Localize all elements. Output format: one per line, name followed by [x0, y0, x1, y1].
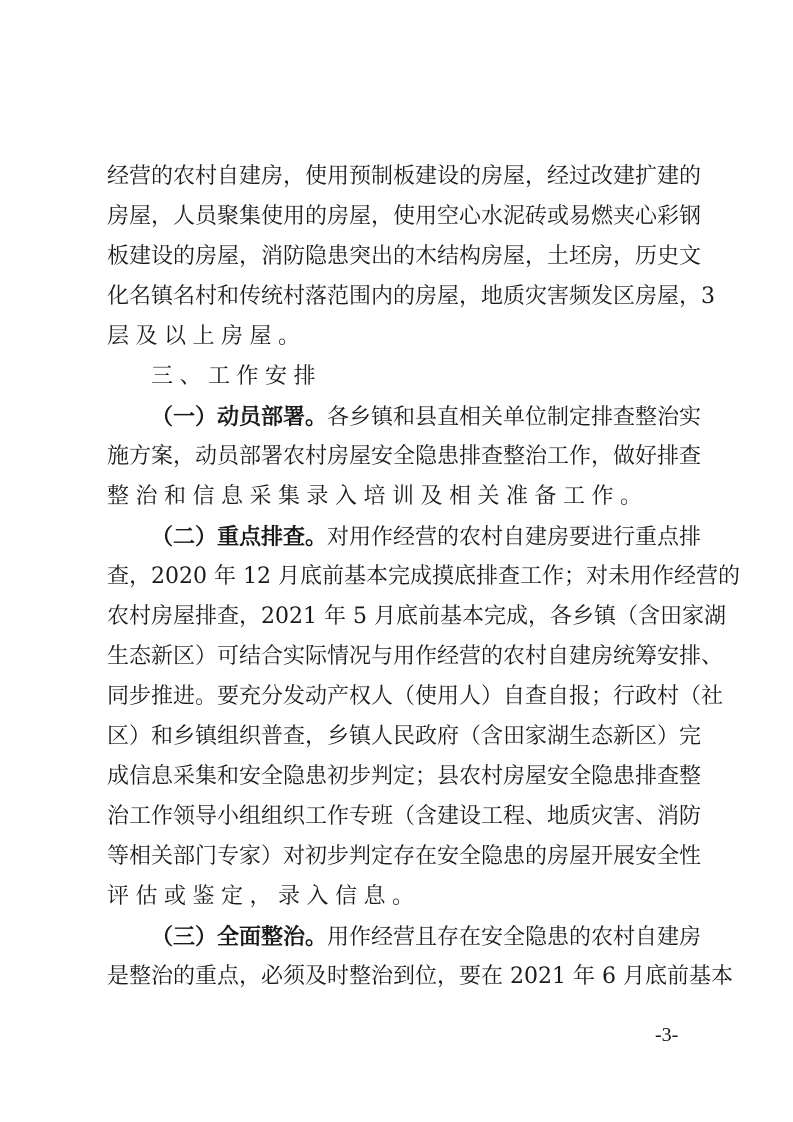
text-line: 评估或鉴定，录入信息。: [107, 884, 421, 909]
text-line: 区）和乡镇组织普查，乡镇人民政府（含田家湖生态新区）完: [107, 724, 702, 749]
subsection-line: [107, 397, 702, 437]
section-heading: 三、工作安排: [151, 364, 323, 389]
document-body: [107, 157, 740, 997]
text-line: 同步推进。要充分发动产权人（使用人）自查自报；行政村（社: [107, 684, 724, 709]
text-span: 用作经营且存在安全隐患的农村自建房: [327, 925, 702, 950]
subsection-line: [107, 917, 702, 957]
text-line: 经营的农村自建房，使用预制板建设的房屋，经过改建扩建的: [107, 164, 702, 189]
text-line: 成信息采集和安全隐患初步判定；县农村房屋安全隐患排查整: [107, 764, 702, 789]
text-line: 等相关部门专家）对初步判定存在安全隐患的房屋开展安全性: [107, 844, 702, 869]
text-span: 对用作经营的农村自建房要进行重点排: [327, 525, 702, 550]
text-span: 各乡镇和县直相关单位制定排查整治实: [327, 405, 702, 430]
text-line: 施方案，动员部署农村房屋安全隐患排查整治工作，做好排查: [107, 444, 702, 469]
subsection-title: （一）动员部署。: [151, 404, 328, 430]
text-line: 查，2020 年 12 月底前基本完成摸底排查工作；对未用作经营的: [107, 564, 740, 589]
text-line: 层及以上房屋。: [107, 324, 307, 349]
page-number: -3-: [655, 1024, 679, 1046]
text-line: 房屋，人员聚集使用的房屋，使用空心水泥砖或易燃夹心彩钢: [107, 204, 702, 229]
text-line: 治工作领导小组组织工作专班（含建设工程、地质灾害、消防: [107, 804, 702, 829]
text-line: 生态新区）可结合实际情况与用作经营的农村自建房统筹安排、: [107, 644, 724, 669]
subsection-title: （二）重点排查。: [151, 524, 328, 550]
subsection-line: [107, 517, 702, 557]
subsection-title: （三）全面整治。: [151, 924, 328, 950]
text-line: 农村房屋排查，2021 年 5 月底前基本完成，各乡镇（含田家湖: [107, 604, 726, 629]
text-line: 整治和信息采集录入培训及相关准备工作。: [107, 484, 649, 509]
text-line: 板建设的房屋，消防隐患突出的木结构房屋，土坯房，历史文: [107, 244, 702, 269]
text-line: 化名镇名村和传统村落范围内的房屋，地质灾害频发区房屋，3: [107, 284, 715, 309]
text-line: 是整治的重点，必须及时整治到位，要在 2021 年 6 月底前基本: [107, 964, 733, 989]
